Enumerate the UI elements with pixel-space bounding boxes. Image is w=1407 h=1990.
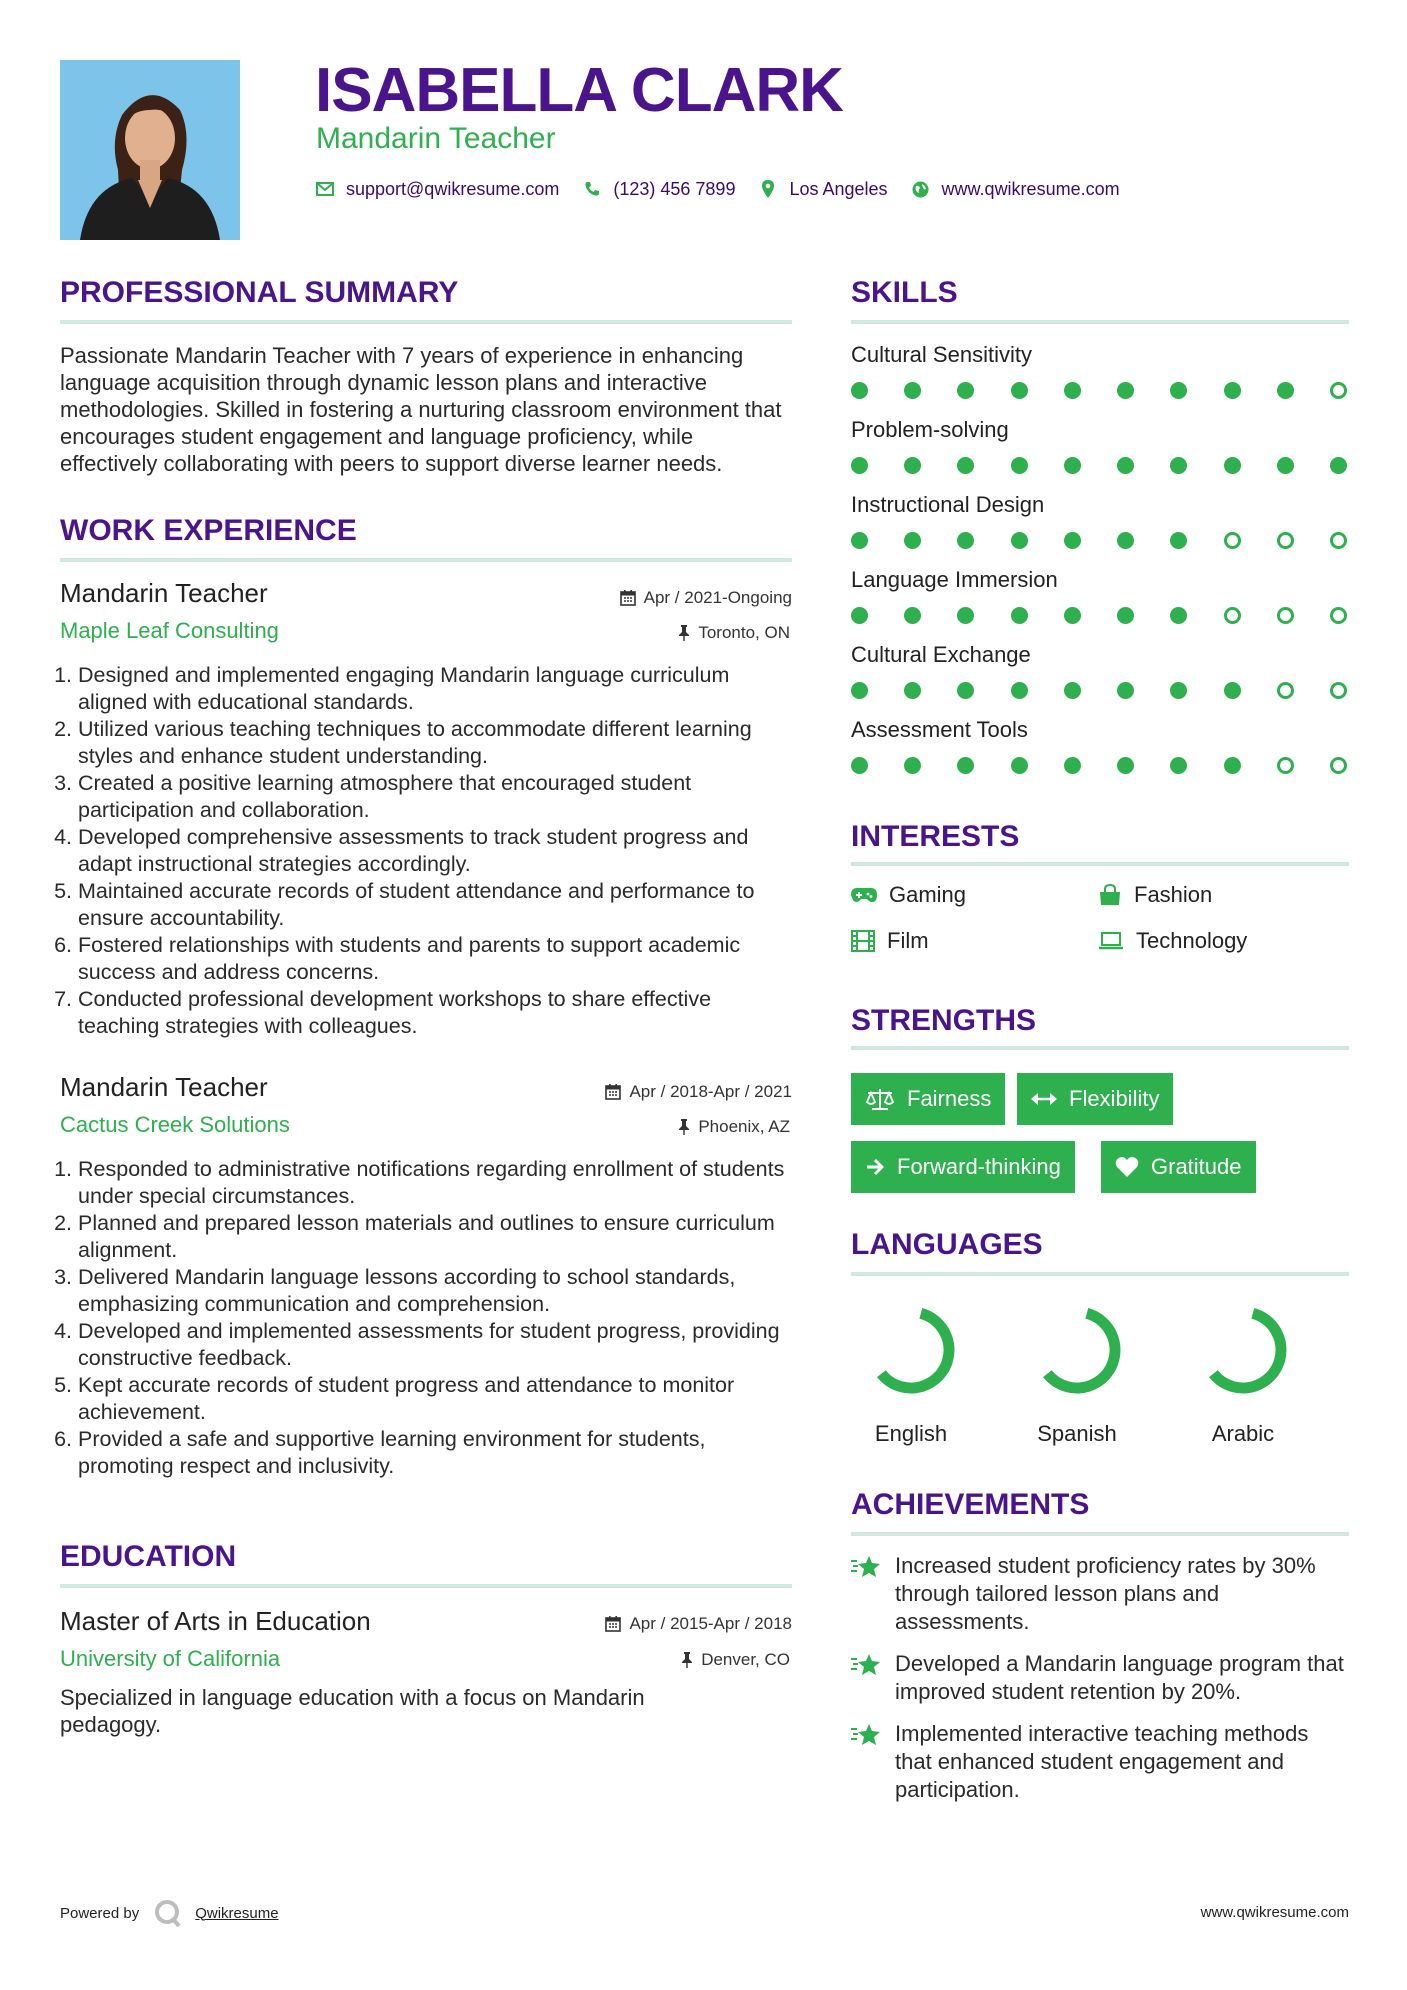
education-dates-text: Apr / 2015-Apr / 2018	[629, 1614, 792, 1633]
interest-label: Film	[887, 928, 929, 953]
rating-dot-filled	[851, 532, 868, 549]
language-label: English	[874, 1421, 948, 1446]
strength-label: Fairness	[907, 1086, 992, 1111]
job-entry	[60, 1072, 792, 1112]
language-label: Spanish	[1037, 1421, 1117, 1446]
rating-dot-empty	[1277, 757, 1294, 774]
interest-gaming	[851, 882, 966, 908]
language-proficiency-arc	[1030, 1303, 1123, 1396]
education-divider	[60, 1584, 792, 1588]
skill-rating	[851, 532, 1347, 549]
footer-brand-link[interactable]: Qwikresume	[195, 1904, 279, 1922]
language-proficiency-arc	[864, 1303, 957, 1396]
rating-dot-filled	[904, 757, 921, 774]
strength-forward-thinking	[851, 1141, 1075, 1193]
star-badge-icon	[851, 1722, 881, 1748]
rating-dot-filled	[1064, 607, 1081, 624]
rating-dot-filled	[1224, 382, 1241, 399]
qwikresume-logo-icon	[153, 1898, 183, 1928]
rating-dot-filled	[1064, 382, 1081, 399]
list-item: 5. Kept accurate records of student progress and attendance to monitor achievement.	[78, 1372, 798, 1426]
strength-label: Forward-thinking	[897, 1154, 1061, 1179]
achievements-heading: ACHIEVEMENTS	[851, 1488, 1090, 1521]
skill-rating	[851, 607, 1347, 624]
rating-dot-filled	[1011, 682, 1028, 699]
strength-label: Flexibility	[1069, 1086, 1160, 1111]
strengths-heading: STRENGTHS	[851, 1004, 1037, 1037]
rating-dot-filled	[1064, 532, 1081, 549]
skill-rating	[851, 757, 1347, 774]
job-company: Cactus Creek Solutions	[60, 1112, 290, 1137]
rating-dot-filled	[1117, 382, 1134, 399]
language-item	[1178, 1300, 1308, 1447]
job-dates-text: Apr / 2021-Ongoing	[643, 588, 792, 607]
achievement-item	[851, 1720, 1349, 1804]
rating-dot-filled	[1064, 457, 1081, 474]
list-item: 2. Planned and prepared lesson materials and outlines to ensure curriculum alignment.	[78, 1210, 798, 1264]
language-proficiency-ring	[1193, 1300, 1293, 1400]
rating-dot-filled	[957, 457, 974, 474]
job-bullets	[60, 662, 798, 1040]
pushpin-icon	[678, 1119, 690, 1135]
job-bullets	[60, 1156, 798, 1480]
experience-heading: WORK EXPERIENCE	[60, 514, 357, 547]
skills-list	[851, 342, 1349, 792]
languages-divider	[851, 1272, 1349, 1276]
rating-dot-filled	[1011, 382, 1028, 399]
rating-dot-empty	[1330, 532, 1347, 549]
job-title: Mandarin Teacher	[60, 578, 268, 608]
rating-dot-filled	[1064, 682, 1081, 699]
skill-item	[851, 717, 1349, 792]
education-heading: EDUCATION	[60, 1540, 237, 1573]
rating-dot-filled	[1277, 457, 1294, 474]
strength-label: Gratitude	[1151, 1154, 1242, 1179]
languages-heading: LANGUAGES	[851, 1228, 1043, 1261]
skill-label: Language Immersion	[851, 567, 1058, 592]
footer-url[interactable]: www.qwikresume.com	[1200, 1904, 1349, 1921]
strength-gratitude	[1101, 1141, 1256, 1193]
languages-list	[846, 1300, 1308, 1447]
skill-rating	[851, 457, 1347, 474]
strength-flexibility	[1017, 1073, 1173, 1125]
degree-title: Master of Arts in Education	[60, 1606, 371, 1636]
rating-dot-filled	[904, 607, 921, 624]
job-dates	[620, 588, 792, 608]
contact-location: Los Angeles	[789, 178, 888, 199]
footer-powered	[60, 1898, 279, 1928]
skills-heading: SKILLS	[851, 276, 958, 309]
rating-dot-empty	[1224, 607, 1241, 624]
achievements-list	[851, 1552, 1349, 1818]
rating-dot-filled	[851, 607, 868, 624]
rating-dot-filled	[1117, 532, 1134, 549]
rating-dot-filled	[904, 682, 921, 699]
envelope-icon	[314, 178, 336, 200]
interest-label: Technology	[1136, 928, 1248, 953]
contact-bar	[314, 178, 1142, 200]
rating-dot-filled	[1117, 682, 1134, 699]
powered-by-text: Powered by	[60, 1904, 140, 1922]
star-badge-icon	[851, 1554, 881, 1580]
rating-dot-filled	[904, 457, 921, 474]
calendar-icon	[620, 590, 636, 606]
language-proficiency-ring	[1027, 1300, 1127, 1400]
job-location	[678, 623, 790, 643]
arrow-right-icon	[865, 1157, 885, 1177]
school-name: University of California	[60, 1646, 281, 1671]
rating-dot-empty	[1330, 757, 1347, 774]
pushpin-icon	[678, 625, 690, 641]
skill-label: Cultural Sensitivity	[851, 342, 1032, 367]
rating-dot-empty	[1330, 382, 1347, 399]
rating-dot-empty	[1277, 532, 1294, 549]
skill-rating	[851, 382, 1347, 399]
rating-dot-filled	[1224, 757, 1241, 774]
skill-item	[851, 642, 1349, 717]
candidate-title: Mandarin Teacher	[316, 122, 556, 155]
job-company: Maple Leaf Consulting	[60, 618, 279, 643]
rating-dot-empty	[1277, 607, 1294, 624]
strength-fairness	[851, 1073, 1005, 1125]
contact-email[interactable]: support@qwikresume.com	[346, 178, 560, 199]
skill-item	[851, 342, 1349, 417]
rating-dot-empty	[1330, 607, 1347, 624]
rating-dot-empty	[1277, 682, 1294, 699]
achievement-text: Developed a Mandarin language program that improved student retention by 20%.	[895, 1651, 1344, 1704]
rating-dot-filled	[957, 682, 974, 699]
rating-dot-filled	[957, 382, 974, 399]
strengths-divider	[851, 1046, 1349, 1050]
education-dates	[605, 1614, 792, 1634]
balance-scale-icon	[865, 1087, 895, 1111]
experience-divider	[60, 558, 792, 562]
achievement-item	[851, 1650, 1349, 1706]
skill-label: Cultural Exchange	[851, 642, 1031, 667]
interests-divider	[851, 862, 1349, 866]
gamepad-icon	[851, 887, 877, 903]
rating-dot-filled	[957, 607, 974, 624]
list-item: 6. Fostered relationships with students and parents to support academic success and address concerns.	[78, 932, 798, 986]
candidate-name: ISABELLA CLARK	[315, 56, 843, 125]
globe-icon	[910, 178, 932, 200]
job-entry	[60, 578, 792, 618]
list-item: 3. Created a positive learning atmosphere that encouraged student participation and collaboration.	[78, 770, 798, 824]
skill-label: Problem-solving	[851, 417, 1009, 442]
list-item: 2. Utilized various teaching techniques to accommodate different learning styles and enhance student understanding.	[78, 716, 798, 770]
rating-dot-filled	[1277, 382, 1294, 399]
rating-dot-filled	[1170, 457, 1187, 474]
calendar-icon	[605, 1616, 621, 1632]
job-dates	[605, 1082, 792, 1102]
pushpin-icon	[681, 1652, 693, 1668]
rating-dot-filled	[1170, 607, 1187, 624]
heart-icon	[1115, 1156, 1139, 1178]
rating-dot-filled	[1117, 457, 1134, 474]
list-item: 7. Conducted professional development workshops to share effective teaching strategies with colleagues.	[78, 986, 798, 1040]
skill-item	[851, 492, 1349, 567]
rating-dot-filled	[1330, 457, 1347, 474]
arrows-horizontal-icon	[1031, 1092, 1057, 1106]
rating-dot-filled	[1117, 757, 1134, 774]
profile-photo	[60, 60, 240, 240]
summary-heading: PROFESSIONAL SUMMARY	[60, 276, 459, 309]
contact-phone[interactable]: (123) 456 7899	[613, 178, 736, 199]
skill-label: Instructional Design	[851, 492, 1045, 517]
summary-divider	[60, 320, 792, 324]
rating-dot-filled	[851, 457, 868, 474]
achievement-text: Implemented interactive teaching methods that enhanced student engagement and participation.	[895, 1721, 1309, 1802]
rating-dot-empty	[1224, 532, 1241, 549]
laptop-icon	[1098, 932, 1124, 950]
skill-item	[851, 417, 1349, 492]
calendar-icon	[605, 1084, 621, 1100]
phone-icon	[581, 178, 603, 200]
skill-rating	[851, 682, 1347, 699]
list-item: 5. Maintained accurate records of student attendance and performance to ensure accountability.	[78, 878, 798, 932]
rating-dot-filled	[1170, 382, 1187, 399]
rating-dot-filled	[1224, 682, 1241, 699]
list-item: 1. Designed and implemented engaging Mandarin language curriculum aligned with educational standards.	[78, 662, 798, 716]
education-location-text: Denver, CO	[701, 1650, 790, 1669]
list-item: 1. Responded to administrative notifications regarding enrollment of students under special circumstances.	[78, 1156, 798, 1210]
map-marker-icon	[757, 178, 779, 200]
list-item: 6. Provided a safe and supportive learning environment for students, promoting respect and inclusivity.	[78, 1426, 798, 1480]
contact-website[interactable]: www.qwikresume.com	[941, 178, 1120, 199]
shopping-bag-icon	[1098, 884, 1122, 906]
film-icon	[851, 930, 875, 952]
achievement-text: Increased student proficiency rates by 30% through tailored lesson plans and assessments.	[895, 1553, 1316, 1634]
rating-dot-filled	[1011, 532, 1028, 549]
rating-dot-filled	[957, 757, 974, 774]
language-item	[846, 1300, 976, 1447]
rating-dot-filled	[851, 682, 868, 699]
rating-dot-filled	[904, 532, 921, 549]
rating-dot-filled	[851, 757, 868, 774]
rating-dot-filled	[1011, 457, 1028, 474]
language-proficiency-arc	[1196, 1303, 1289, 1396]
job-location-text: Toronto, ON	[698, 623, 790, 642]
rating-dot-filled	[1117, 607, 1134, 624]
rating-dot-filled	[904, 382, 921, 399]
rating-dot-filled	[1170, 532, 1187, 549]
interest-film	[851, 928, 929, 954]
job-dates-text: Apr / 2018-Apr / 2021	[629, 1082, 792, 1101]
language-proficiency-ring	[861, 1300, 961, 1400]
rating-dot-filled	[1170, 757, 1187, 774]
language-item	[1012, 1300, 1142, 1447]
language-label: Arabic	[1211, 1421, 1275, 1446]
list-item: 3. Delivered Mandarin language lessons according to school standards, emphasizing communication and comprehension.	[78, 1264, 798, 1318]
list-item: 4. Developed comprehensive assessments to track student progress and adapt instructional strategies accordingly.	[78, 824, 798, 878]
rating-dot-filled	[851, 382, 868, 399]
skill-label: Assessment Tools	[851, 717, 1028, 742]
rating-dot-filled	[1011, 757, 1028, 774]
skill-item	[851, 567, 1349, 642]
portrait-image	[60, 60, 240, 240]
rating-dot-empty	[1330, 682, 1347, 699]
job-title: Mandarin Teacher	[60, 1072, 268, 1102]
job-location	[678, 1117, 790, 1137]
rating-dot-filled	[957, 532, 974, 549]
achievement-item	[851, 1552, 1349, 1636]
achievements-divider	[851, 1532, 1349, 1536]
education-location	[681, 1650, 790, 1670]
education-entry	[60, 1606, 792, 1646]
rating-dot-filled	[1170, 682, 1187, 699]
education-description: Specialized in language education with a focus on Mandarin pedagogy.	[60, 1685, 645, 1737]
rating-dot-filled	[1011, 607, 1028, 624]
skills-divider	[851, 320, 1349, 324]
star-badge-icon	[851, 1652, 881, 1678]
interest-label: Fashion	[1134, 882, 1213, 907]
rating-dot-filled	[1064, 757, 1081, 774]
interest-label: Gaming	[889, 882, 967, 907]
interest-technology	[1098, 928, 1247, 954]
job-location-text: Phoenix, AZ	[698, 1117, 790, 1136]
list-item: 4. Developed and implemented assessments for student progress, providing constructive feedback.	[78, 1318, 798, 1372]
interests-heading: INTERESTS	[851, 820, 1020, 853]
rating-dot-filled	[1224, 457, 1241, 474]
interest-fashion	[1098, 882, 1212, 908]
summary-text: Passionate Mandarin Teacher with 7 years of experience in enhancing language acquisition through dynamic lesson plans and interactive methodologies. Skilled in fostering a nurturing classroom environment that encourages student engagement and language proficiency, while effectively collaborating with peers to support diverse learner needs.	[60, 343, 782, 476]
